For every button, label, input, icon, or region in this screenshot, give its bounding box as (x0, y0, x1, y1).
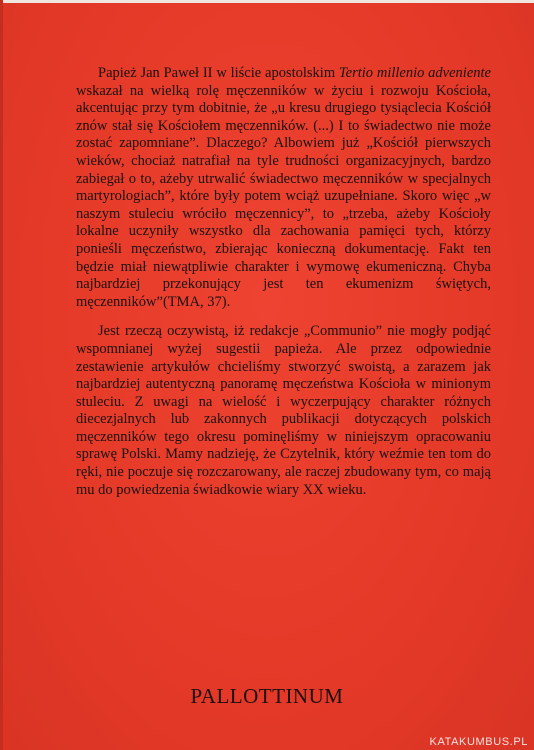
blurb-text (76, 65, 491, 508)
paragraph-1-lead: Papież Jan Paweł II w liście apostolskim (98, 65, 339, 81)
blurb-paragraph-2: Jest rzeczą oczywistą, iż redakcje „Communio” nie mogły podjąć wspomnianej wyżej sugestii papieża. Ale przez odpowiednie zestawienie artykułów chcieliśmy stworzyć swoistą, a zarazem jak najbardziej autentyczną panoramę męczeństwa Kościoła w minionym stuleciu. Z uwagi na wielość i wyczerpujący charakter różnych diecezjalnych lub zakonnych publikacji dotyczących polskich męczenników tego okresu pominęliśmy w niniejszym opracowaniu sprawę Polski. Mamy nadzieję, że Czytelnik, który weźmie ten tom do ręki, nie poczuje się rozczarowany, ale raczej zbudowany tym, co mają mu do powiedzenia świadkowie wiary XX wieku. (76, 323, 491, 498)
blurb-paragraph-1 (76, 65, 491, 311)
left-edge (0, 0, 3, 750)
top-edge (0, 0, 534, 3)
paragraph-1-body: wskazał na wielką rolę męczenników w życiu i rozwoju Kościoła, akcentując przy tym dobitnie, że „u kresu drugiego tysiąclecia Kościół znów stał się Kościołem męczenników. (...) I to świadectwo nie może zostać zapomniane”. Dlaczego? Albowiem już „Kościół pierwszych wieków, chociaż natrafiał na tyle trudności organizacyjnych, bardzo zabiegał o to, ażeby utrwalić świadectwo męczenników w specjalnych martyrologiach”, które były potem wciąż uzupełniane. Skoro więc „w naszym stuleciu wróciło męczennicy”, to „trzeba, ażeby Kościoły lokalne uczyniły wszystko dla zachowania pamięci tych, którzy ponieśli męczeństwo, zbierając konieczną dokumentację. Fakt ten będzie miał niewątpliwie charakter i wymowę ekumeniczną. Chyba najbardziej przekonujący jest ten ekumenizm świętych, męczenników”(TMA, 37). (76, 82, 491, 310)
book-title-italic: Tertio millenio adveniente (338, 65, 491, 81)
watermark-text: KATAKUMBUS.PL (429, 736, 528, 748)
publisher-name: PALLOTTINUM (190, 684, 344, 708)
